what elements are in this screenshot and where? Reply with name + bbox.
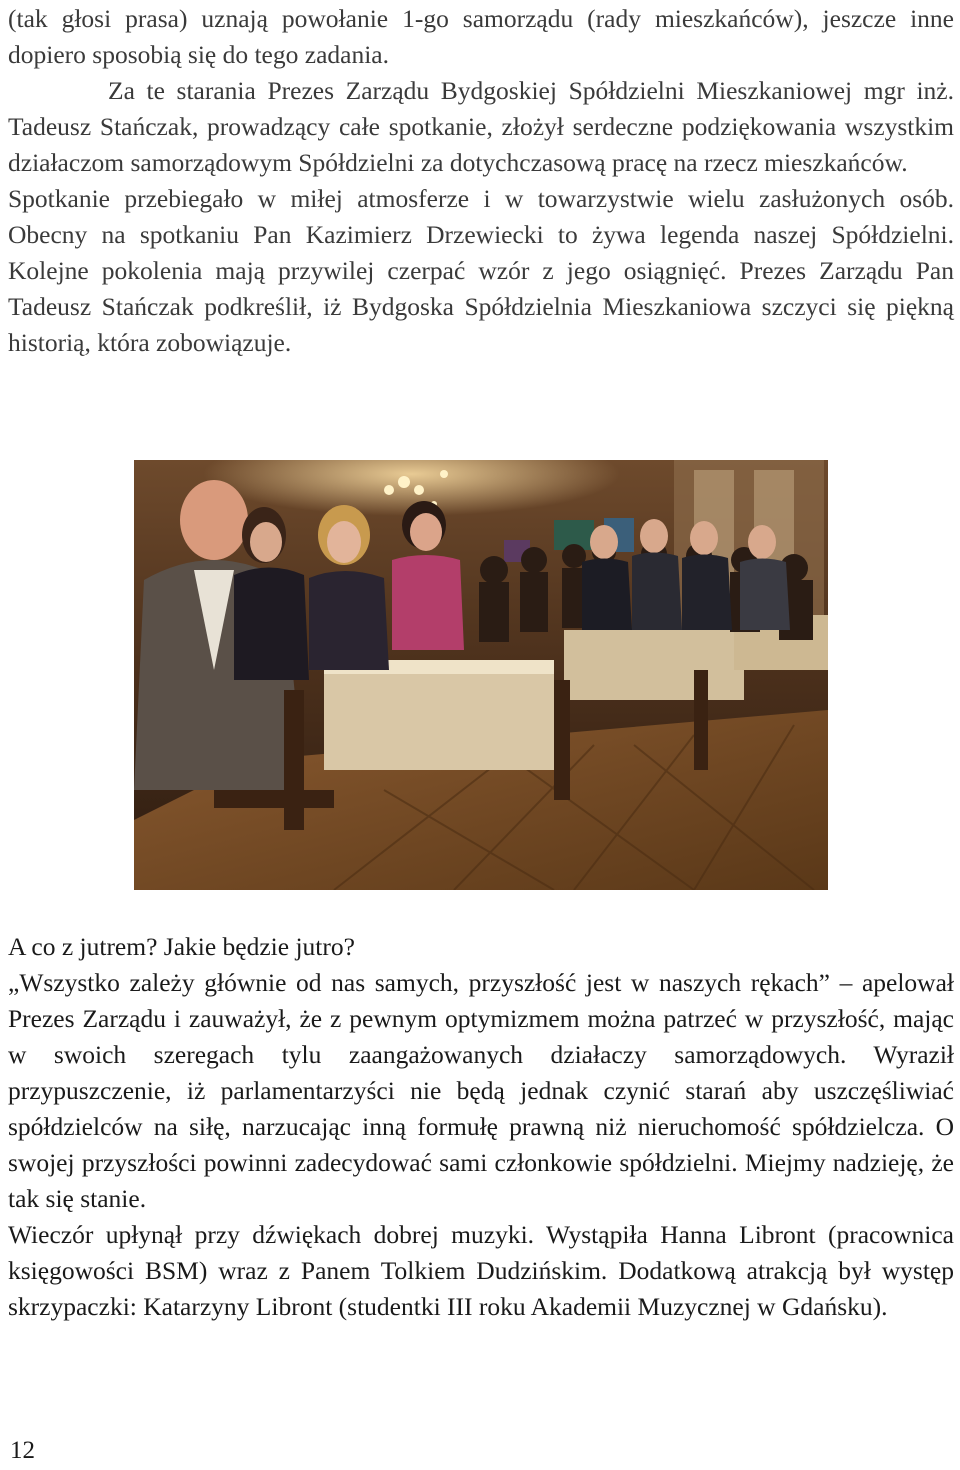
event-photo	[134, 460, 828, 890]
paragraph: Spotkanie przebiegało w miłej atmosferze i w towarzystwie wielu zasłużonych osób. Obecny na spotkaniu Pan Kazimierz Drzewiecki to żywa legenda naszej Spółdzielni. Kolejne pokolenia mają przywilej czerpać wzór z jego osiągnięć. Prezes Zarządu Pan Tadeusz Stańczak podkreślił, iż Bydgoska Spółdzielnia Mieszkaniowa szczyci się piękną historią, która zobowiązuje.	[8, 184, 954, 357]
paragraph: (tak głosi prasa) uznają powołanie 1-go samorządu (rady mieszkańców), jeszcze inne dopiero sposobią się do tego zadania.	[8, 4, 954, 69]
paragraph: Za te starania Prezes Zarządu Bydgoskiej Spółdzielni Mieszkaniowej mgr inż. Tadeusz Stańczak, prowadzący całe spotkanie, złożył serdeczne podziękowania wszystkim działaczom samorządowym Spółdzielni za dotychczasową pracę na rzecz mieszkańców.	[8, 76, 954, 177]
paragraph: A co z jutrem? Jakie będzie jutro?	[8, 932, 355, 961]
paragraph: Wieczór upłynął przy dźwiękach dobrej muzyki. Wystąpiła Hanna Libront (pracownica księgowości BSM) wraz z Panem Tolkiem Dudzińskim. Dodatkową atrakcją był występ skrzypaczki: Katarzyny Libront (studentki III roku Akademii Muzycznej w Gdańsku).	[8, 1220, 954, 1321]
text-block-bottom	[8, 929, 954, 1325]
page-number: 12	[10, 1437, 35, 1464]
text-block-top	[8, 1, 954, 361]
event-photo-illustration	[134, 460, 828, 890]
paragraph: „Wszystko zależy głównie od nas samych, przyszłość jest w naszych rękach” – apelował Prezes Zarządu i zauważył, że z pewnym optymizmem można patrzeć w przyszłość, mając w swoich szeregach tylu zaangażowanych działaczy samorządowych. Wyraził przypuszczenie, iż parlamentarzyści nie będą jednak czynić starań aby uszczęśliwiać spółdzielców na siłę, narzucając inną formułę prawną niż nieruchomość spółdzielcza. O swojej przyszłości powinni zadecydować sami członkowie spółdzielni. Miejmy nadzieję, że tak się stanie.	[8, 968, 954, 1213]
